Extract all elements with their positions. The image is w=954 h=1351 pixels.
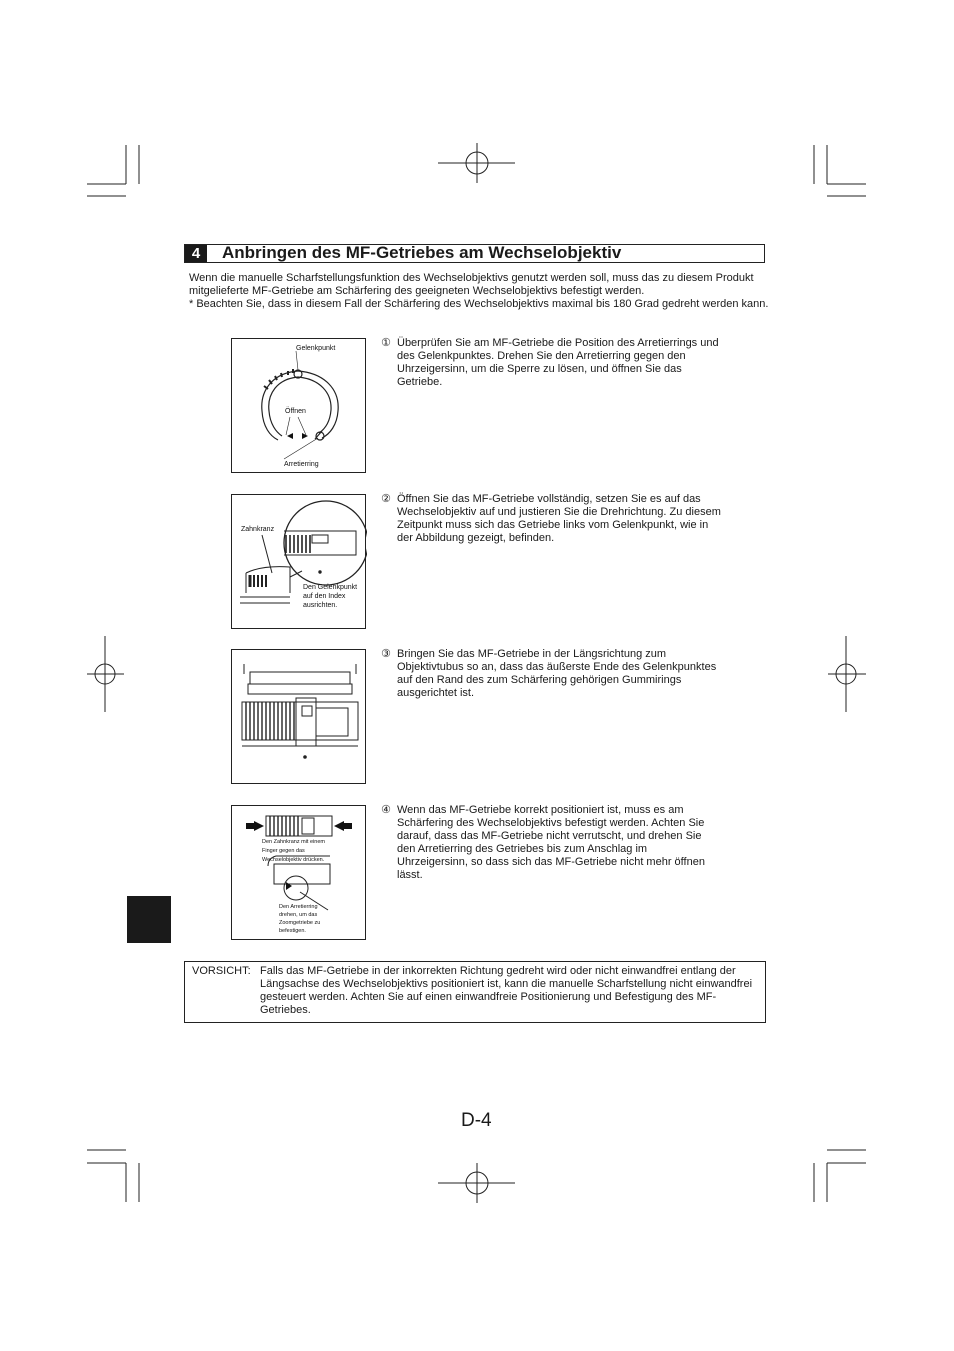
page-number: D-4 — [461, 1110, 492, 1131]
label-gelenkpunkt-index-3: ausrichten. — [303, 602, 338, 609]
figure-4 — [231, 805, 366, 940]
step-3-number: ③ — [381, 648, 391, 660]
section-heading — [184, 244, 765, 263]
step-4-text: Wenn das MF-Getriebe korrekt positioniert ist, muss es am Schärfering des Wechselobjektivs befestigt werden. Achten Sie darauf, dass das MF-Getriebe nicht verrutscht, und drehen Sie den Arretierring des Getriebes bis zum Anschlag im Uhrzeigersinn, so dass sich das MF-Getriebe nicht mehr öffnen lässt. — [397, 804, 705, 881]
label-oeffnen: Öffnen — [285, 408, 306, 415]
figure-3 — [231, 649, 366, 784]
label-arretierring-drehen-4: befestigen. — [279, 928, 306, 934]
label-gelenkpunkt: Gelenkpunkt — [296, 345, 336, 352]
figure-1 — [231, 338, 366, 473]
figure-3-drawing — [232, 650, 367, 785]
step-2 — [381, 493, 721, 545]
section-number: 4 — [185, 245, 207, 262]
label-arretierring-drehen-3: Zoomgetriebe zu — [279, 920, 321, 926]
caution-label: VORSICHT: — [192, 965, 251, 977]
label-zahnkranz-finger-2: Finger gegen das — [262, 848, 305, 854]
label-gelenkpunkt-index-1: Den Gelenkpunkt — [303, 584, 358, 591]
step-3-text: Bringen Sie das MF-Getriebe in der Längsrichtung zum Objektivtubus so an, dass das äußerste Ende des Gelenkpunktes auf den Rand des zum Schärfering gehörigen Gummirings ausgerichtet ist. — [397, 648, 717, 699]
caution-text: Falls das MF-Getriebe in der inkorrekten Richtung gedreht wird oder nicht einwandfrei entlang der Längsachse des Wechselobjektivs positioniert ist, kann die manuelle Scharfstellung nicht einwandfrei gesteuert werden. Achten Sie auf einen einwandfreie Positionierung und Befestigung des MF-Getriebes. — [260, 965, 753, 1016]
label-arretierring-drehen-2: drehen, um das — [279, 912, 318, 918]
step-2-text: Öffnen Sie das MF-Getriebe vollständig, setzen Sie es auf das Wechselobjektiv auf und justieren Sie die Drehrichtung. Zu diesem Zeitpunkt muss sich das Getriebe links vom Gelenkpunkt, wie in der Abbildung gezeigt, befinden. — [397, 493, 721, 544]
step-3 — [381, 648, 721, 700]
step-1-text: Überprüfen Sie am MF-Getriebe die Position des Arretierrings und des Gelenkpunktes. Drehen Sie den Arretierring gegen den Uhrzeigersinn, um die Sperre zu lösen, und öffnen Sie das Getriebe. — [397, 337, 719, 388]
chapter-tab — [127, 896, 171, 943]
section-title: Anbringen des MF-Getriebes am Wechselobjektiv — [222, 243, 622, 262]
intro-note: * Beachten Sie, dass in diesem Fall der Schärfering des Wechselobjektivs maximal bis 180 Grad gedreht werden kann. — [189, 298, 769, 310]
figure-2 — [231, 494, 366, 629]
label-zahnkranz-finger-1: Den Zahnkranz mit einem — [262, 839, 325, 845]
figure-2-drawing — [232, 495, 367, 630]
step-1 — [381, 337, 721, 389]
label-arretierring-drehen-1: Den Arretierring — [279, 904, 318, 910]
figure-1-drawing — [232, 339, 367, 474]
intro-paragraph: Wenn die manuelle Scharfstellungsfunktion des Wechselobjektivs genutzt werden soll, muss das zu diesem Produkt mitgelieferte MF-Getriebe am Schärfering des geeigneten Wechselobjektivs befestigt werden. — [189, 272, 754, 297]
intro-text — [189, 272, 769, 311]
label-zahnkranz: Zahnkranz — [241, 526, 275, 533]
label-zahnkranz-finger-3: Wechselobjektiv drücken. — [262, 857, 325, 863]
caution-box — [184, 961, 766, 1023]
step-2-number: ② — [381, 493, 391, 505]
label-gelenkpunkt-index-2: auf den Index — [303, 593, 346, 600]
step-4 — [381, 804, 721, 882]
step-1-number: ① — [381, 337, 391, 349]
step-4-number: ④ — [381, 804, 391, 816]
label-arretierring: Arretierring — [284, 461, 319, 468]
